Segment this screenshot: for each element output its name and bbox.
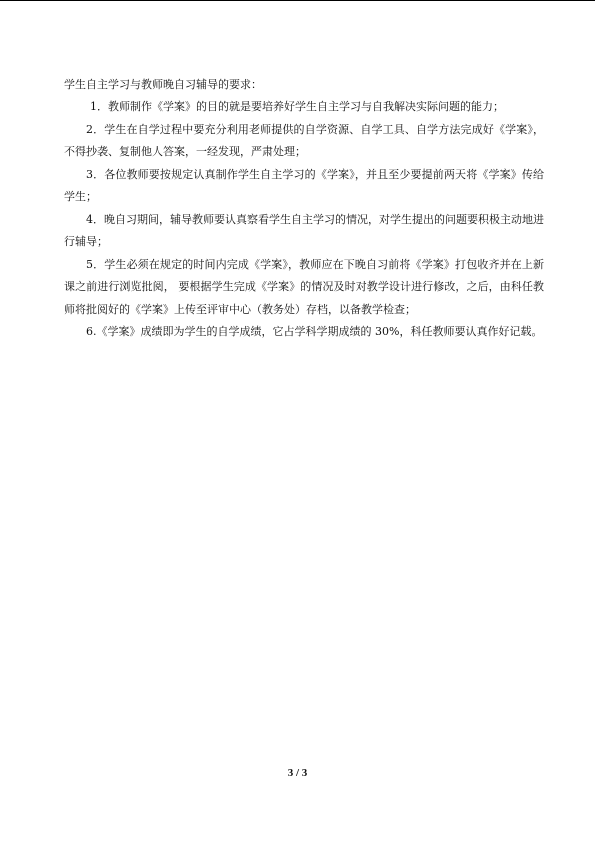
requirement-item-5: 5．学生必须在规定的时间内完成《学案》，教师应在下晚自习前将《学案》打包收齐并在上新课之前进行浏览批阅， 要根据学生完成《学案》的情况及时对教学设计进行修改，之后，由科任教师将批阅好的《学案》上传至评审中心（教务处）存档，以备教学检查； bbox=[64, 257, 544, 316]
requirement-item-2: 2．学生在自学过程中要充分利用老师提供的自学资源、自学工具、自学方法完成好《学案》，不得抄袭、复制他人答案，一经发现，严肃处理； bbox=[64, 122, 544, 158]
requirement-item-1: 1．教师制作《学案》的目的就是要培养好学生自主学习与自我解决实际问题的能力； bbox=[90, 100, 504, 113]
page-number: 3 / 3 bbox=[287, 767, 308, 779]
section-heading: 学生自主学习与教师晚自习辅导的要求： bbox=[64, 78, 262, 91]
requirement-item-6: 6.《学案》成绩即为学生的自学成绩，它占学科学期成绩的 30%，科任教师要认真作好记载。 bbox=[86, 325, 543, 338]
requirement-item-3: 3．各位教师要按规定认真制作学生自主学习的《学案》，并且至少要提前两天将《学案》传给学生； bbox=[64, 167, 544, 203]
requirement-item-4: 4．晚自习期间，辅导教师要认真察看学生自主学习的情况，对学生提出的问题要积极主动地进行辅导； bbox=[64, 212, 544, 248]
header-rule bbox=[0, 0, 595, 1]
document-body bbox=[64, 74, 544, 344]
